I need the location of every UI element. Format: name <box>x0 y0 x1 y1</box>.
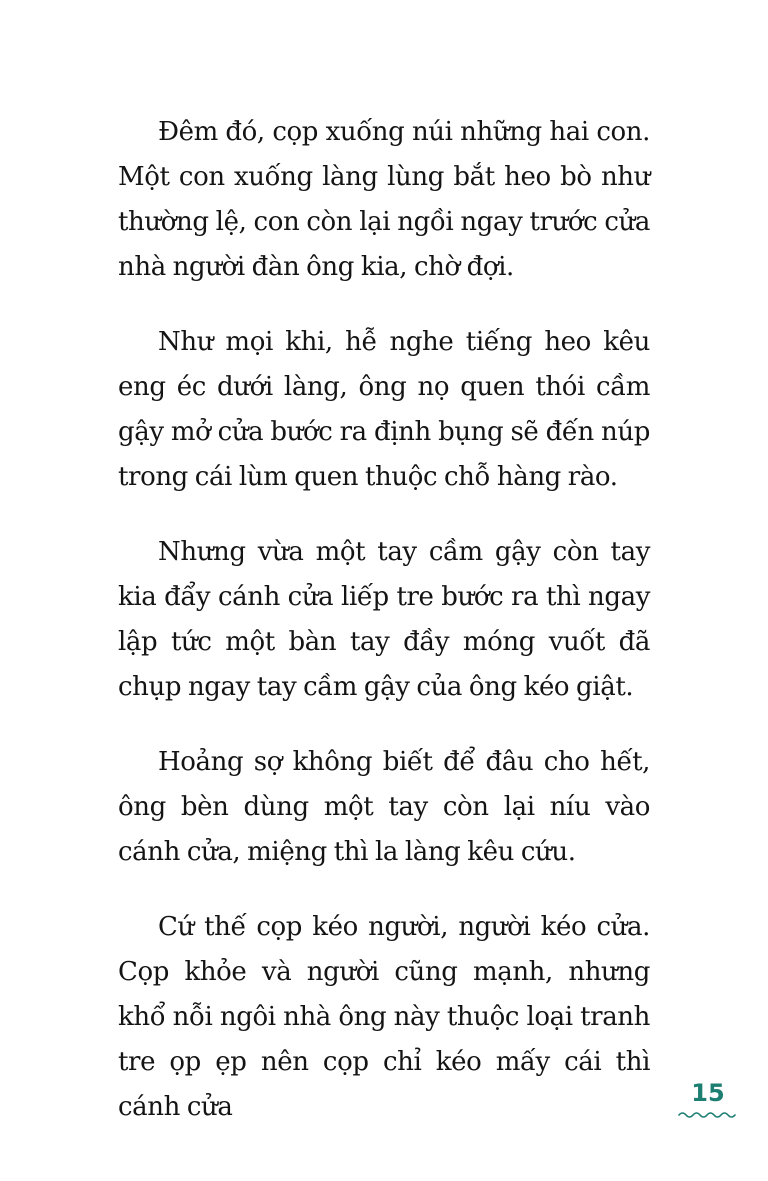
wave-ornament-icon <box>678 1110 738 1120</box>
paragraph-5: Cứ thế cọp kéo người, người kéo cửa. Cọp khỏe và người cũng mạnh, nhưng khổ nỗi ngôi nhà ông này thuộc loại tranh tre ọp ẹp nên cọp chỉ kéo mấy cái thì cánh cửa <box>118 912 650 1122</box>
paragraph-1: Đêm đó, cọp xuống núi những hai con. Một con xuống làng lùng bắt heo bò như thường lệ, con còn lại ngồi ngay trước cửa nhà người đàn ông kia, chờ đợi. <box>118 117 650 282</box>
paragraph-3: Nhưng vừa một tay cầm gậy còn tay kia đẩy cánh cửa liếp tre bước ra thì ngay lập tức một bàn tay đầy móng vuốt đã chụp ngay tay cầm gậy của ông kéo giật. <box>118 537 650 702</box>
folio <box>676 1078 740 1120</box>
paragraph-4: Hoảng sợ không biết để đâu cho hết, ông bèn dùng một tay còn lại níu vào cánh cửa, miệng thì la làng kêu cứu. <box>118 747 650 867</box>
body-text <box>118 110 650 1160</box>
page-number: 15 <box>691 1079 725 1107</box>
paragraph-2: Như mọi khi, hễ nghe tiếng heo kêu eng éc dưới làng, ông nọ quen thói cầm gậy mở cửa bước ra định bụng sẽ đến núp trong cái lùm quen thuộc chỗ hàng rào. <box>118 327 650 492</box>
